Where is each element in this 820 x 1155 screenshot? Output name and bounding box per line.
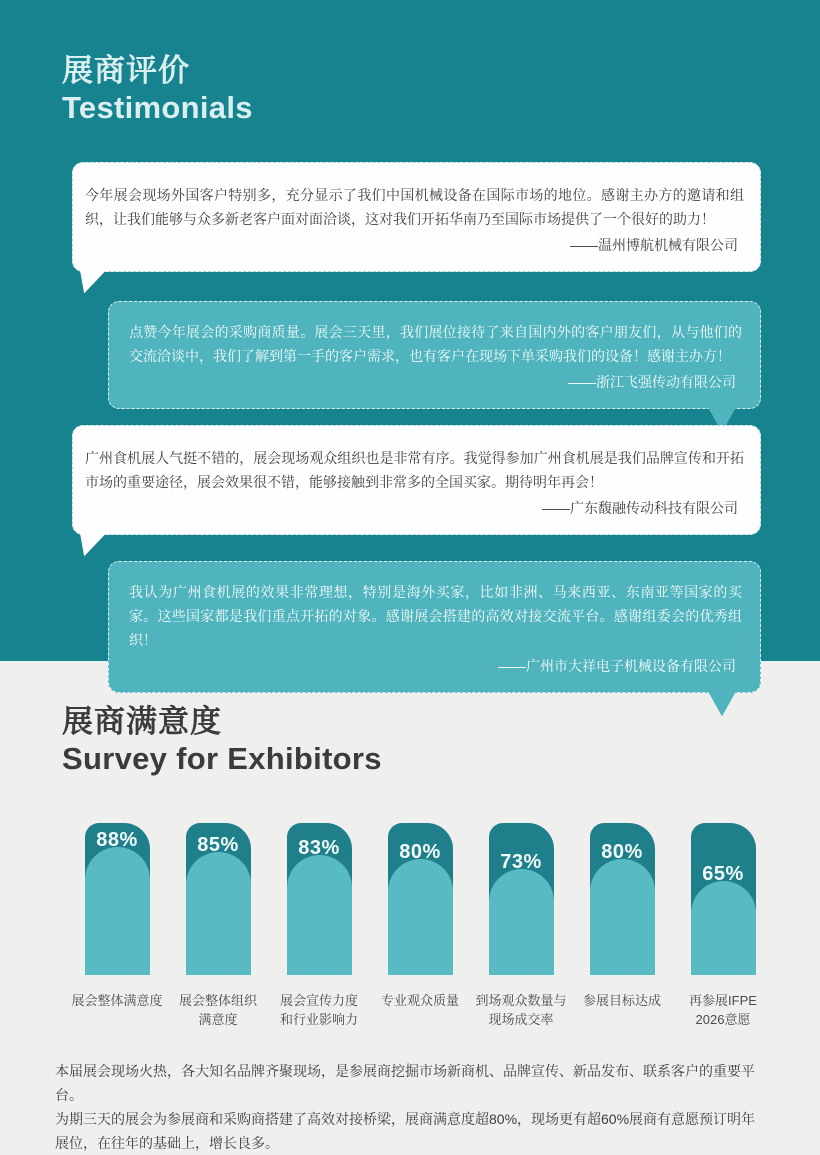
- testimonial-quote: 广州食机展人气挺不错的，展会现场观众组织也是非常有序。我觉得参加广州食机展是我们品牌宣传和开拓市场的重要途径，展会效果很不错，能够接触到非常多的全国买家。期待明年再会！: [85, 450, 744, 491]
- bar-value-label: 83%: [298, 837, 340, 860]
- bar-category-line: 满意度: [198, 1012, 238, 1028]
- bar-column-7: [673, 823, 773, 1029]
- bar: [186, 823, 251, 975]
- survey-section: [0, 661, 820, 1152]
- bar-value-label: 80%: [399, 841, 441, 864]
- testimonial-attribution: ——温州博航机械有限公司: [570, 237, 738, 254]
- testimonial-attribution: ——广东馥融传动科技有限公司: [542, 500, 738, 517]
- bar: [691, 823, 756, 975]
- bar-column-4: [370, 823, 470, 1029]
- bar-column-1: [67, 823, 167, 1029]
- bar-fill: [85, 847, 150, 975]
- survey-footer-notes: [55, 1059, 764, 1155]
- bar: [590, 823, 655, 975]
- testimonial-bubble-2: [108, 301, 761, 409]
- bar-category-label: [673, 991, 773, 1029]
- bar: [489, 823, 554, 975]
- testimonial-bubble-1: [72, 162, 761, 272]
- testimonial-quote: 点赞今年展会的采购商质量。展会三天里，我们展位接待了来自国内外的客户朋友们，从与他们的交流洽谈中，我们了解到第一手的客户需求，也有客户在现场下单采购我们的设备！感谢主办方！: [129, 324, 742, 365]
- testimonials-title-en: Testimonials: [62, 90, 253, 126]
- bar-fill: [388, 859, 453, 975]
- survey-title-en: Survey for Exhibitors: [62, 741, 382, 777]
- bar-column-6: [572, 823, 672, 1029]
- satisfaction-bar-chart: [0, 823, 820, 1029]
- bar-category-line: 和行业影响力: [279, 1012, 358, 1028]
- testimonial-bubble-4: [108, 561, 761, 693]
- testimonial-quote: 今年展会现场外国客户特别多，充分显示了我们中国机械设备在国际市场的地位。感谢主办方的邀请和组织，让我们能够与众多新老客户面对面洽谈，这对我们开拓华南乃至国际市场提供了一个很好的助力！: [85, 187, 744, 228]
- bar-fill: [186, 852, 251, 975]
- survey-title-zh: 展商满意度: [62, 704, 222, 739]
- bar-category-line: 专业观众质量: [380, 993, 459, 1009]
- bar-category-label: [370, 991, 470, 1010]
- bar-fill: [590, 859, 655, 975]
- bar-category-line: 现场成交率: [488, 1012, 554, 1028]
- bar-value-label: 80%: [601, 841, 643, 864]
- footer-note-line-1: 本届展会现场火热，各大知名品牌齐聚现场，是参展商挖掘市场新商机、品牌宣传、新品发布、联系客户的重要平台。: [55, 1063, 755, 1104]
- bar-category-label: [269, 991, 369, 1029]
- testimonial-attribution: ——广州市大祥电子机械设备有限公司: [498, 658, 736, 675]
- testimonial-quote: 我认为广州食机展的效果非常理想，特别是海外买家，比如非洲、马来西亚、东南亚等国家的买家。这些国家都是我们重点开拓的对象。感谢展会搭建的高效对接交流平台。感谢组委会的优秀组织！: [129, 584, 742, 649]
- bar-value-label: 73%: [500, 851, 542, 874]
- bar-value-label: 85%: [197, 834, 239, 857]
- bar-fill: [691, 881, 756, 975]
- bar-category-label: [572, 991, 672, 1010]
- bar-category-label: [67, 991, 167, 1010]
- bar: [287, 823, 352, 975]
- bar-category-line: 展会整体组织: [178, 993, 257, 1009]
- testimonials-title-zh: 展商评价: [62, 53, 190, 88]
- testimonials-title: [62, 52, 820, 126]
- bar-category-line: 2026意愿: [695, 1012, 751, 1028]
- bar: [85, 823, 150, 975]
- bar-value-label: 65%: [702, 863, 744, 886]
- bar-fill: [489, 869, 554, 975]
- bar-category-label: [471, 991, 571, 1029]
- bar-category-label: [168, 991, 268, 1029]
- bar-fill: [287, 855, 352, 975]
- bar-category-line: 参展目标达成: [582, 993, 661, 1009]
- bar-category-line: 展会整体满意度: [71, 993, 163, 1009]
- bar: [388, 823, 453, 975]
- bar-column-3: [269, 823, 369, 1029]
- survey-title: [62, 703, 820, 777]
- bar-value-label: 88%: [96, 829, 138, 852]
- testimonial-attribution: ——浙江飞强传动有限公司: [568, 374, 736, 391]
- bar-column-2: [168, 823, 268, 1029]
- testimonial-bubble-3: [72, 425, 761, 535]
- footer-note-line-2: 为期三天的展会为参展商和采购商搭建了高效对接桥梁，展商满意度超80%，现场更有超60%展商有意愿预订明年展位，在往年的基础上，增长良多。: [55, 1111, 756, 1152]
- bar-category-line: 再参展IFPE: [689, 993, 757, 1009]
- bar-column-5: [471, 823, 571, 1029]
- bar-category-line: 展会宣传力度: [279, 993, 358, 1009]
- bar-category-line: 到场观众数量与: [475, 993, 567, 1009]
